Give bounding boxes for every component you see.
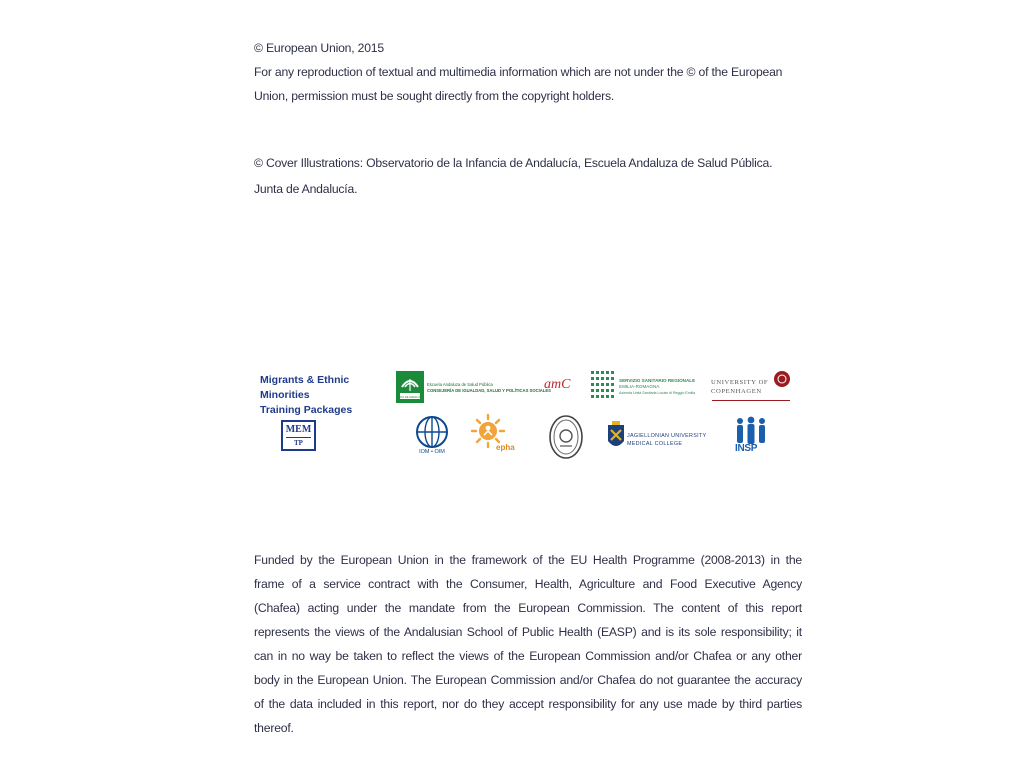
iom-globe-icon — [415, 415, 449, 449]
funding-line: Funded by the European Union in the framework of the EU Health Programme (2008-2013) in the — [254, 553, 802, 567]
cover-credit-line: © Cover Illustrations: Observatorio de la Infancia de Andalucía, Escuela Andaluza de Salud Pública. — [254, 156, 773, 170]
funding-line: of the data included in this report, nor do they accept responsibility for any use made by third parties — [254, 697, 802, 711]
jagiellonian-crest — [606, 421, 626, 455]
emilia-line3: Azienda Unità Sanitaria Locale di Reggio Emilia — [619, 391, 696, 395]
jagiellonian-text — [627, 432, 707, 448]
insp-logo — [732, 416, 770, 458]
permission-line: Union, permission must be sought directly from the copyright holders. — [254, 89, 615, 103]
copenhagen-seal-icon — [773, 370, 791, 390]
funding-line: (Chafea) acting under the mandate from the European Commission. The content of this report — [254, 601, 802, 615]
copenhagen-text — [711, 378, 773, 396]
amc-logo — [544, 375, 580, 401]
funding-line-last: thereof. — [254, 721, 294, 735]
easp-line2: CONSEJERÍA DE IGUALDAD, SALUD Y POLÍTICAS SOCIALES — [427, 388, 551, 393]
mem-tp-title — [260, 373, 390, 418]
copenhagen-line2: COPENHAGEN — [711, 388, 762, 395]
jagiellonian-line2: MEDICAL COLLEGE — [627, 441, 683, 447]
amc-text: amC — [544, 377, 571, 392]
easp-text — [427, 382, 551, 394]
reproduction-line: For any reproduction of textual and multimedia information which are not under the © of the European — [254, 65, 783, 79]
copenhagen-seal — [773, 370, 791, 390]
copenhagen-line1: UNIVERSITY OF — [711, 379, 769, 386]
cover-credits-block — [254, 150, 802, 202]
emilia-romagna-emblem — [590, 370, 616, 400]
university-seal-icon — [548, 414, 584, 460]
iom-logo — [415, 415, 449, 457]
cover-credit-line-2: Junta de Andalucía. — [254, 182, 358, 196]
copyright-line: © European Union, 2015 — [254, 41, 384, 55]
funding-line: body in the European Union. The European Commission and/or Chafea do not guarantee the accuracy — [254, 673, 802, 687]
jagiellonian-crest-icon — [606, 421, 626, 455]
jagiellonian-line1: JAGIELLONIAN UNIVERSITY — [627, 433, 707, 439]
emilia-grid-icon — [590, 370, 616, 400]
funding-line: represents the views of the Andalusian School of Public Health (EASP) and is its sole responsibility; it — [254, 625, 802, 639]
mem-tp-title-line1: Migrants & Ethnic Minorities — [260, 374, 350, 401]
funding-line: can in no way be taken to reflect the views of the European Commission and/or Chafea or any other — [254, 649, 802, 663]
funding-line: frame of a service contract with the Consumer, Health, Agriculture and Food Executive Agency — [254, 577, 802, 591]
university-seal-logo — [548, 414, 584, 460]
junta-andalucia-logo — [396, 371, 424, 403]
mem-badge-text: MEM — [285, 424, 312, 435]
mem-tp-title-line2: Training Packages — [260, 404, 353, 416]
iom-label: IOM • OIM — [419, 449, 445, 455]
mem-badge-subtext: TP — [294, 439, 303, 447]
insp-figures-icon — [732, 416, 770, 446]
junta-label: JUNTA DE ANDALUCÍA — [396, 396, 424, 399]
copyright-block — [254, 36, 802, 108]
emilia-line1: SERVIZIO SANITARIO REGIONALE — [619, 378, 696, 383]
insp-label: INSP — [735, 443, 758, 454]
copenhagen-rule — [712, 400, 790, 401]
mem-tp-logo — [281, 420, 316, 451]
epha-label: epha — [496, 443, 515, 452]
emilia-line2: EMILIA-ROMAGNA — [619, 384, 660, 389]
emilia-romagna-text — [619, 378, 709, 396]
easp-line1: Escuela Andaluza de Salud Pública — [427, 382, 493, 387]
epha-logo — [470, 413, 520, 459]
funding-disclaimer — [254, 548, 802, 740]
